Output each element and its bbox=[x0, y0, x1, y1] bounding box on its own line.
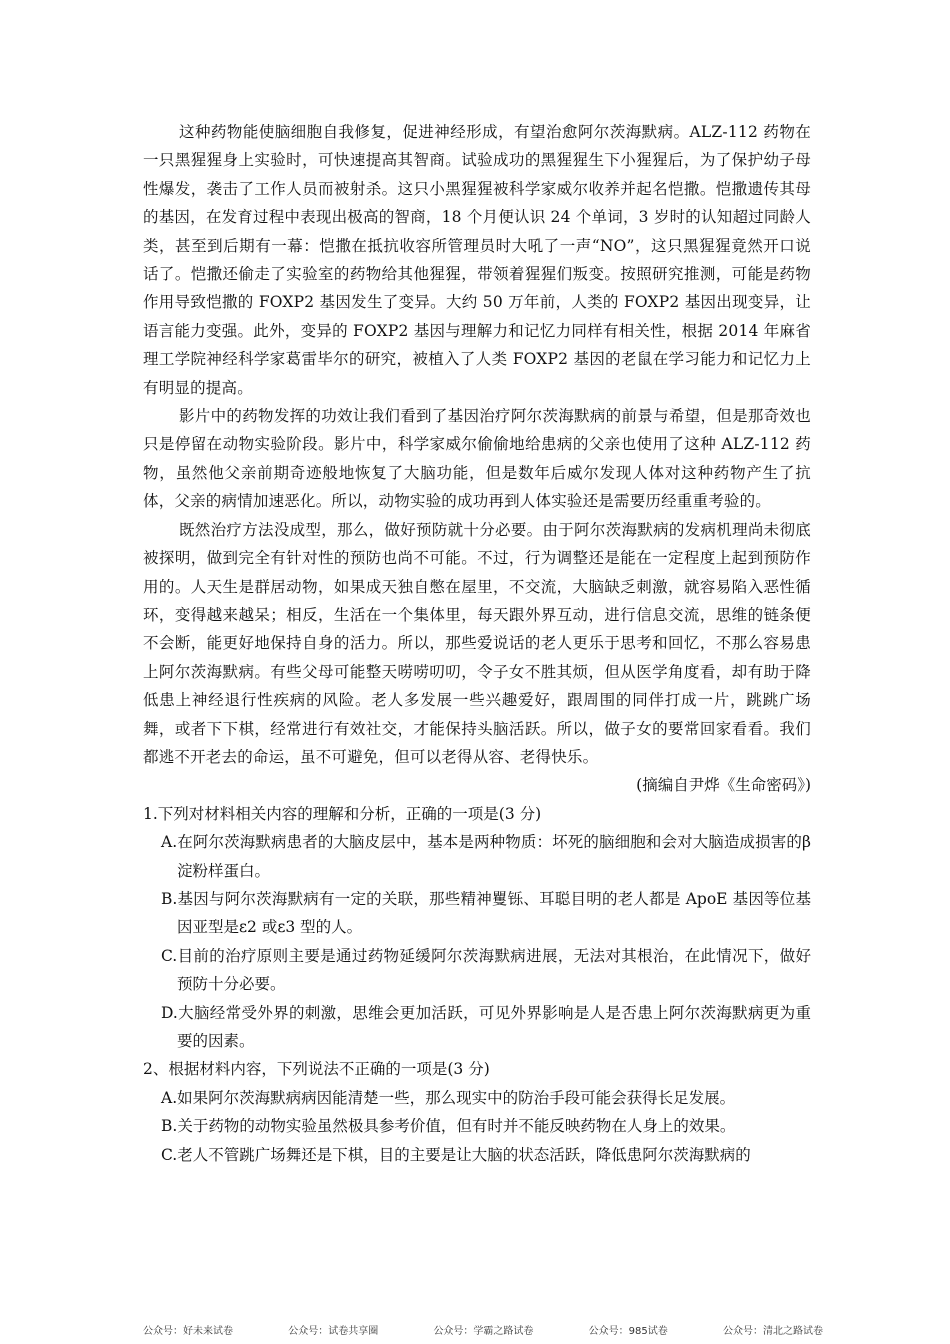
footer-item: 公众号：清北之路试卷 bbox=[722, 1326, 823, 1337]
article-body bbox=[143, 118, 811, 1169]
footer-item: 公众号：试卷共享圈 bbox=[288, 1326, 379, 1337]
question-stem: 1.下列对材料相关内容的理解和分析，正确的一项是(3 分) bbox=[143, 804, 542, 823]
option-c: C.老人不管跳广场舞还是下棋，目的主要是让大脑的状态活跃，降低患阿尔茨海默病的 bbox=[161, 1145, 751, 1164]
question-stem: 2、根据材料内容，下列说法不正确的一项是(3 分) bbox=[143, 1060, 490, 1079]
paragraph-2: 影片中的药物发挥的功效让我们看到了基因治疗阿尔茨海默病的前景与希望，但是那奇效也只是停留在动物实验阶段。影片中，科学家威尔偷偷地给患病的父亲也使用了这种 ALZ-112 药物，虽然他父亲前期奇迹般地恢复了大脑功能，但是数年后威尔发现人体对这种药物产生了抗体，父亲的病情加速恶化。所以，动物实验的成功再到人体实验还是需要历经重重考验的。 bbox=[143, 407, 811, 511]
paragraph-1: 这种药物能使脑细胞自我修复，促进神经形成，有望治愈阿尔茨海默病。ALZ-112 药物在一只黑猩猩身上实验时，可快速提高其智商。试验成功的黑猩猩生下小猩猩后，为了保护幼子母性爆发，袭击了工作人员而被射杀。这只小黑猩猩被科学家威尔收养并起名恺撒。恺撒遗传其母的基因，在发育过程中表现出极高的智商，18 个月便认识 24 个单词，3 岁时的认知超过同龄人类，甚至到后期有一幕：恺撒在抵抗收容所管理员时大吼了一声“NO”，这只黑猩猩竟然开口说话了。恺撒还偷走了实验室的药物给其他猩猩，带领着猩猩们叛变。按照研究推测，可能是药物作用导致恺撒的 FOXP2 基因发生了变异。大约 50 万年前，人类的 FOXP2 基因出现变异，让语言能力变强。此外，变异的 FOXP2 基因与理解力和记忆力同样有相关性，根据 2014 年麻省理工学院神经科学家葛雷毕尔的研究，被植入了人类 FOXP2 基因的老鼠在学习能力和记忆力上有明显的提高。 bbox=[143, 123, 811, 397]
option-a: A.在阿尔茨海默病患者的大脑皮层中，基本是两种物质：坏死的脑细胞和会对大脑造成损害的β淀粉样蛋白。 bbox=[161, 833, 811, 880]
footer-item: 公众号：学霸之路试卷 bbox=[433, 1326, 534, 1337]
source-citation: (摘编自尹烨《生命密码》) bbox=[636, 776, 811, 795]
option-b: B.基因与阿尔茨海默病有一定的关联，那些精神矍铄、耳聪目明的老人都是 ApoE 基因等位基因亚型是ε2 或ε3 型的人。 bbox=[161, 889, 811, 937]
paragraph-3: 既然治疗方法没成型，那么，做好预防就十分必要。由于阿尔茨海默病的发病机理尚未彻底被探明，做到完全有针对性的预防也尚不可能。不过，行为调整还是能在一定程度上起到预防作用的。人天生是群居动物，如果成天独自憋在屋里，不交流，大脑缺乏刺激，就容易陷入恶性循环，变得越来越呆；相反，生活在一个集体里，每天跟外界互动，进行信息交流，思维的链条便不会断，能更好地保持自身的活力。所以，那些爱说话的老人更乐于思考和回忆，不那么容易患上阿尔茨海默病。有些父母可能整天唠唠叨叨，令子女不胜其烦，但从医学角度看，却有助于降低患上神经退行性疾病的风险。老人多发展一些兴趣爱好，跟周围的同伴打成一片，跳跳广场舞，或者下下棋，经常进行有效社交，才能保持头脑活跃。所以，做子女的要常回家看看。我们都逃不开老去的命运，虽不可避免，但可以老得从容、老得快乐。 bbox=[143, 520, 811, 766]
footer-item: 公众号：985试卷 bbox=[588, 1326, 668, 1337]
option-a: A.如果阿尔茨海默病病因能清楚一些，那么现实中的防治手段可能会获得长足发展。 bbox=[161, 1088, 736, 1107]
option-c: C.目前的治疗原则主要是通过药物延缓阿尔茨海默病进展，无法对其根治，在此情况下，做好预防十分必要。 bbox=[161, 946, 811, 994]
footer-item: 公众号：好未来试卷 bbox=[143, 1326, 233, 1337]
option-d: D.大脑经常受外界的刺激，思维会更加活跃，可见外界影响是人是否患上阿尔茨海默病更为重要的因素。 bbox=[161, 1003, 811, 1050]
option-b: B.关于药物的动物实验虽然极具参考价值，但有时并不能反映药物在人身上的效果。 bbox=[161, 1117, 736, 1136]
question-2 bbox=[143, 1055, 811, 1169]
question-1 bbox=[143, 800, 811, 1056]
footer-watermarks bbox=[143, 1326, 823, 1338]
